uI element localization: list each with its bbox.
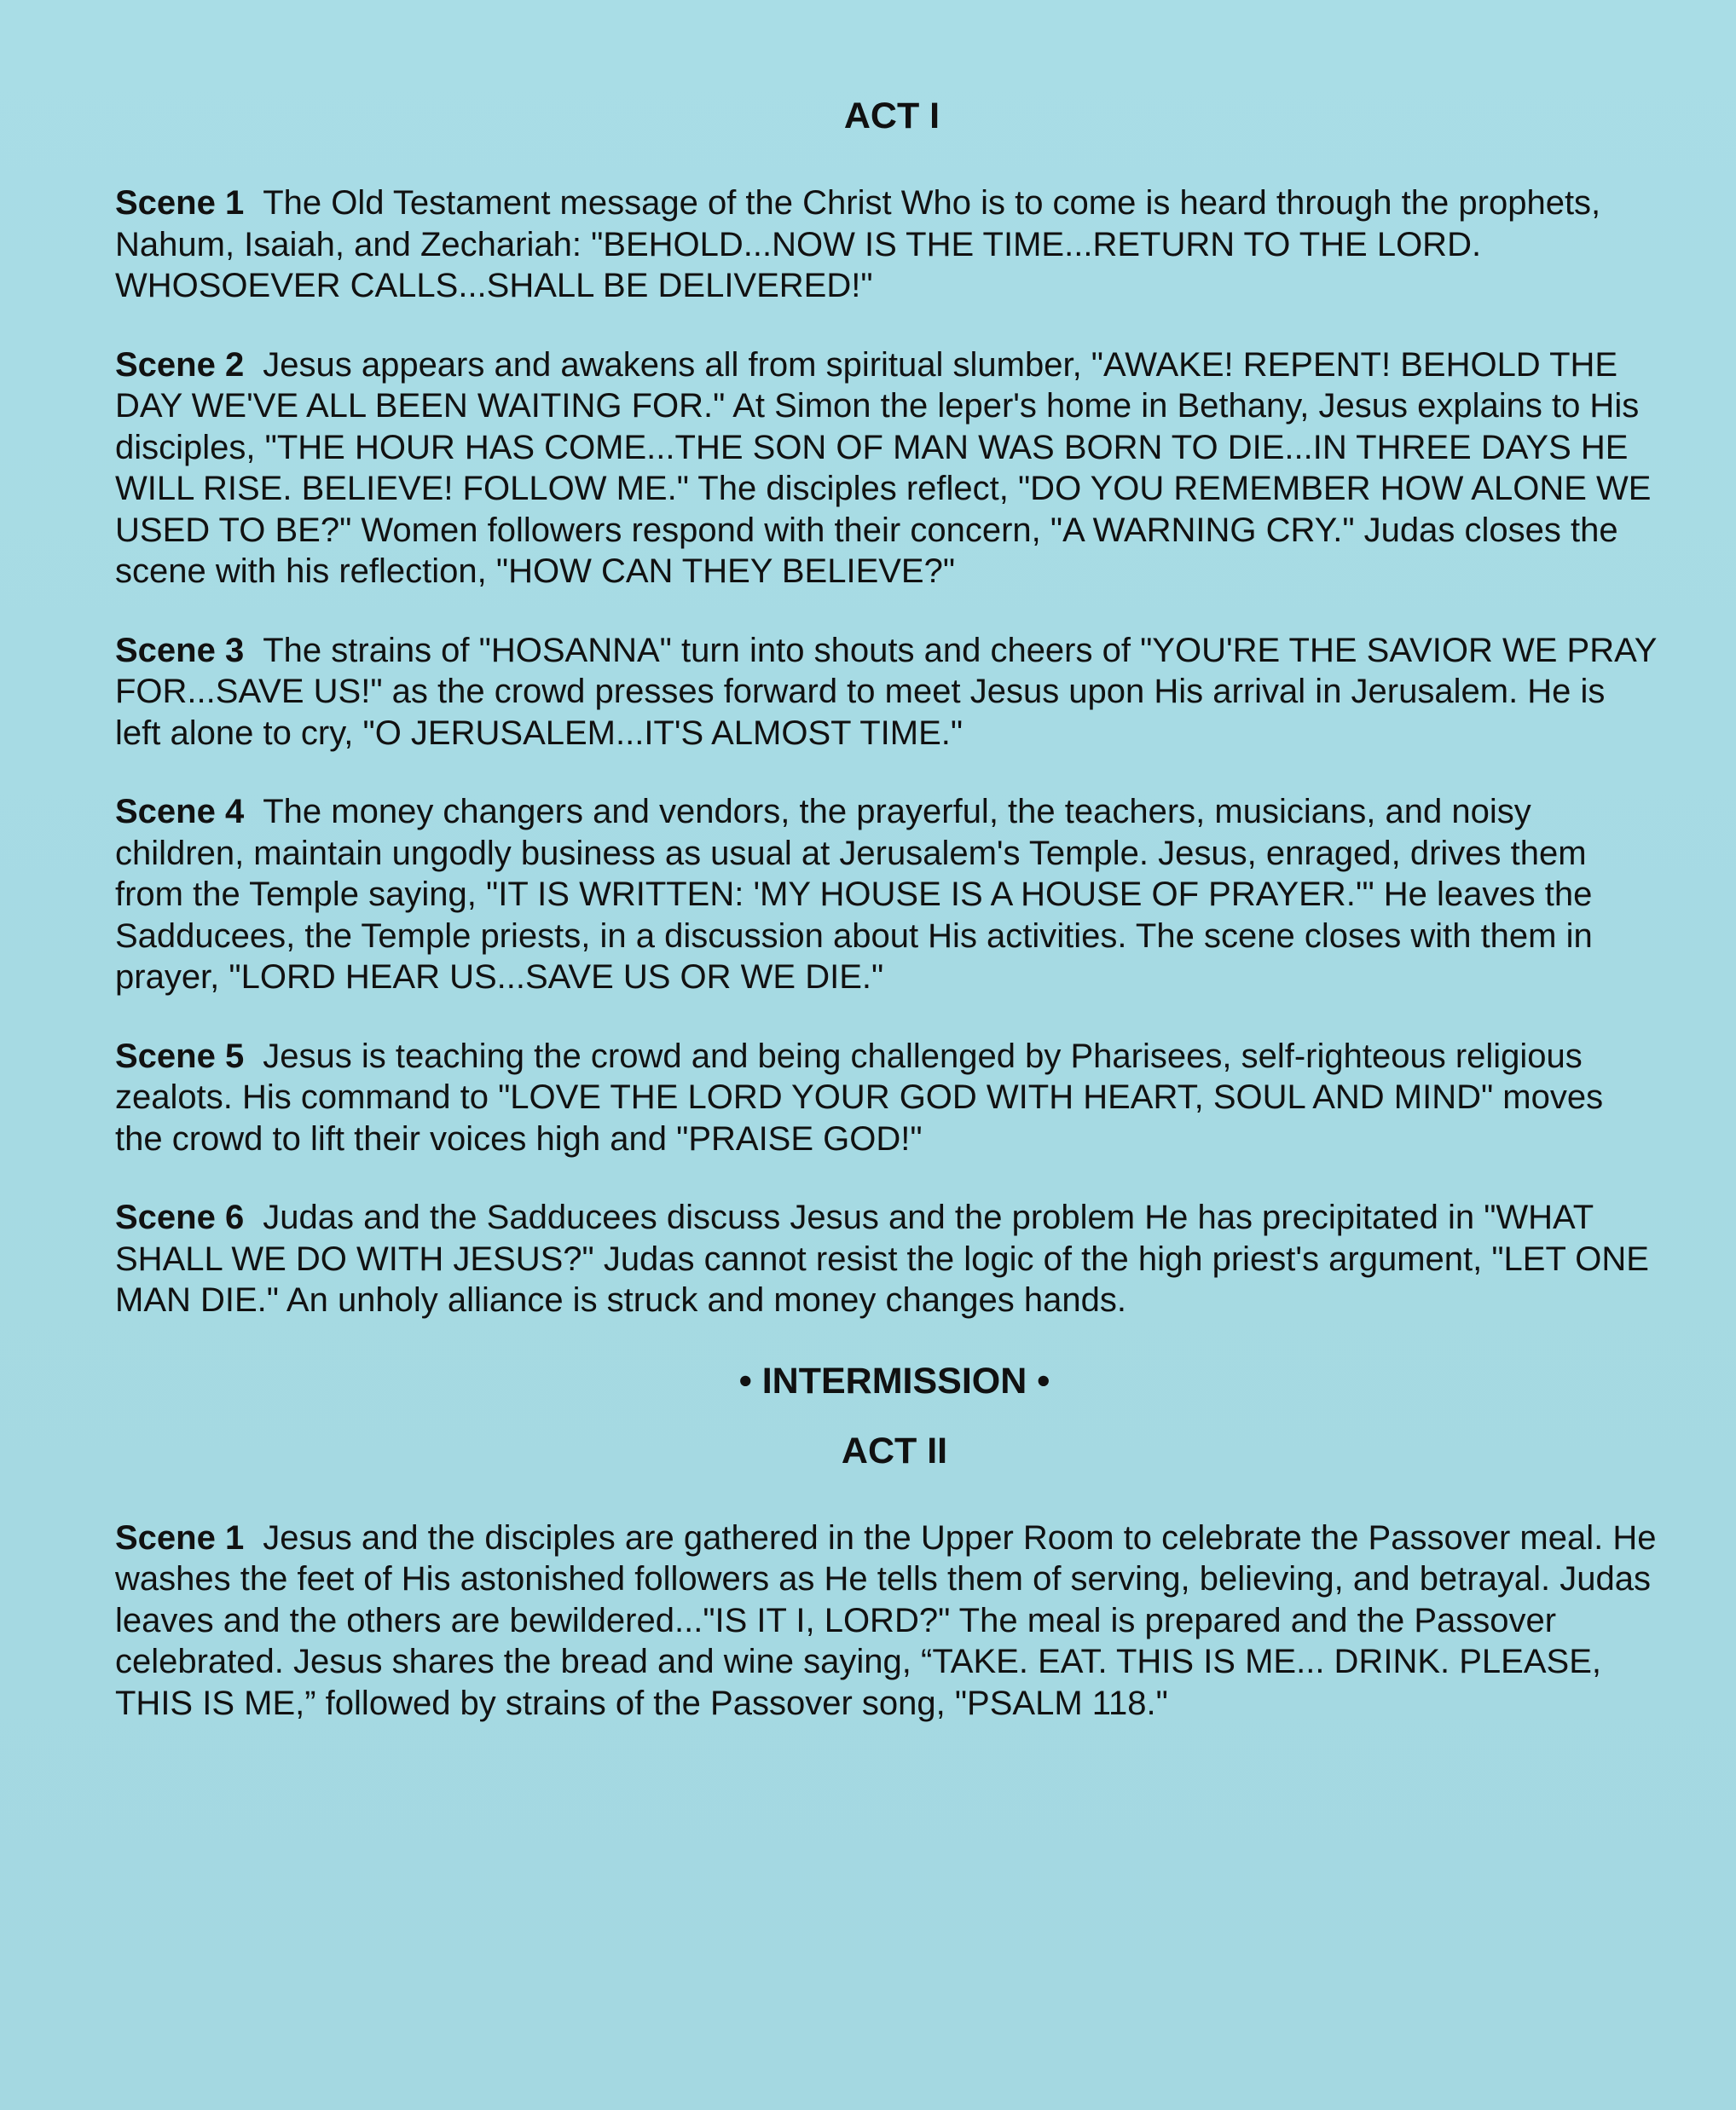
scene-label: Scene 1 [115,184,245,222]
act-1-heading: ACT I [843,95,940,136]
scene-description: Jesus is teaching the crowd and being challenged by Pharisees, self-righteous religious zealots. His command to "LOVE THE LORD YOUR GOD WITH HEART, SOUL AND MIND" moves the crowd to lift their voices high and "PRAISE GOD!" [115,1037,1604,1158]
act-1-scene-1 [115,182,1658,307]
act-1-scene-5 [115,1036,1658,1160]
scene-label: Scene 1 [115,1518,245,1557]
scene-description: Judas and the Sadducees discuss Jesus and the problem He has precipitated in "WHAT SHALL WE DO WITH JESUS?" Judas cannot resist the logic of the high priest's argument, "LET ONE MAN DIE." An unholy alliance is struck and money changes hands. [115,1199,1649,1319]
act-1-scene-4 [115,791,1658,998]
scene-label: Scene 2 [115,345,245,384]
intermission-heading: • INTERMISSION • [738,1360,1050,1402]
scene-description: The money changers and vendors, the prayerful, the teachers, musicians, and noisy children, maintain ungodly business as usual at Jerusalem's Temple. Jesus, enraged, drives them from the Temple saying, "IT IS WRITTEN: 'MY HOUSE IS A HOUSE OF PRAYER.'" He leaves the Sadducees, the Temple priests, in a discussion about His activities. The scene closes with them in prayer, "LORD HEAR US...SAVE US OR WE DIE." [115,793,1593,996]
scene-label: Scene 4 [115,793,245,830]
act-2-scene-1 [115,1517,1658,1725]
scene-label: Scene 6 [115,1199,245,1236]
scene-label: Scene 5 [115,1037,245,1075]
act-1-scene-3 [115,630,1658,754]
act-2-heading: ACT II [841,1430,948,1471]
act-1-scene-6 [115,1197,1658,1321]
synopsis-content [115,94,1658,1761]
scene-description: The Old Testament message of the Christ Who is to come is heard through the prophets, Nahum, Isaiah, and Zechariah: "BEHOLD...NOW IS THE TIME...RETURN TO THE LORD. WHOSOEVER CALLS...SHALL BE DELIVERED!" [115,184,1601,304]
scene-description: Jesus appears and awakens all from spiritual slumber, "AWAKE! REPENT! BEHOLD THE DAY WE'VE ALL BEEN WAITING FOR." At Simon the leper's home in Bethany, Jesus explains to His disciples, "THE HOUR HAS COME...THE SON OF MAN WAS BORN TO DIE...IN THREE DAYS HE WILL RISE. BELIEVE! FOLLOW ME." The disciples reflect, "DO YOU REMEMBER HOW ALONE WE USED TO BE?" Women followers respond with their concern, "A WARNING CRY." Judas closes the scene with his reflection, "HOW CAN THEY BELIEVE?" [115,345,1652,590]
act-1-scene-2 [115,344,1658,593]
scene-description: Jesus and the disciples are gathered in the Upper Room to celebrate the Passover meal. He washes the feet of His astonished followers as He tells them of serving, believing, and betrayal. Judas leaves and the others are bewildered..."IS IT I, LORD?" The meal is prepared and the Passover celebrated. Jesus shares the bread and wine saying, “TAKE. EAT. THIS IS ME... DRINK. PLEASE, THIS IS ME,” followed by strains of the Passover song, "PSALM 118." [115,1518,1657,1722]
scene-description: The strains of "HOSANNA" turn into shouts and cheers of "YOU'RE THE SAVIOR WE PRAY FOR...SAVE US!" as the crowd presses forward to meet Jesus upon His arrival in Jerusalem. He is left alone to cry, "O JERUSALEM...IT'S ALMOST TIME." [115,631,1657,752]
scene-label: Scene 3 [115,631,245,669]
